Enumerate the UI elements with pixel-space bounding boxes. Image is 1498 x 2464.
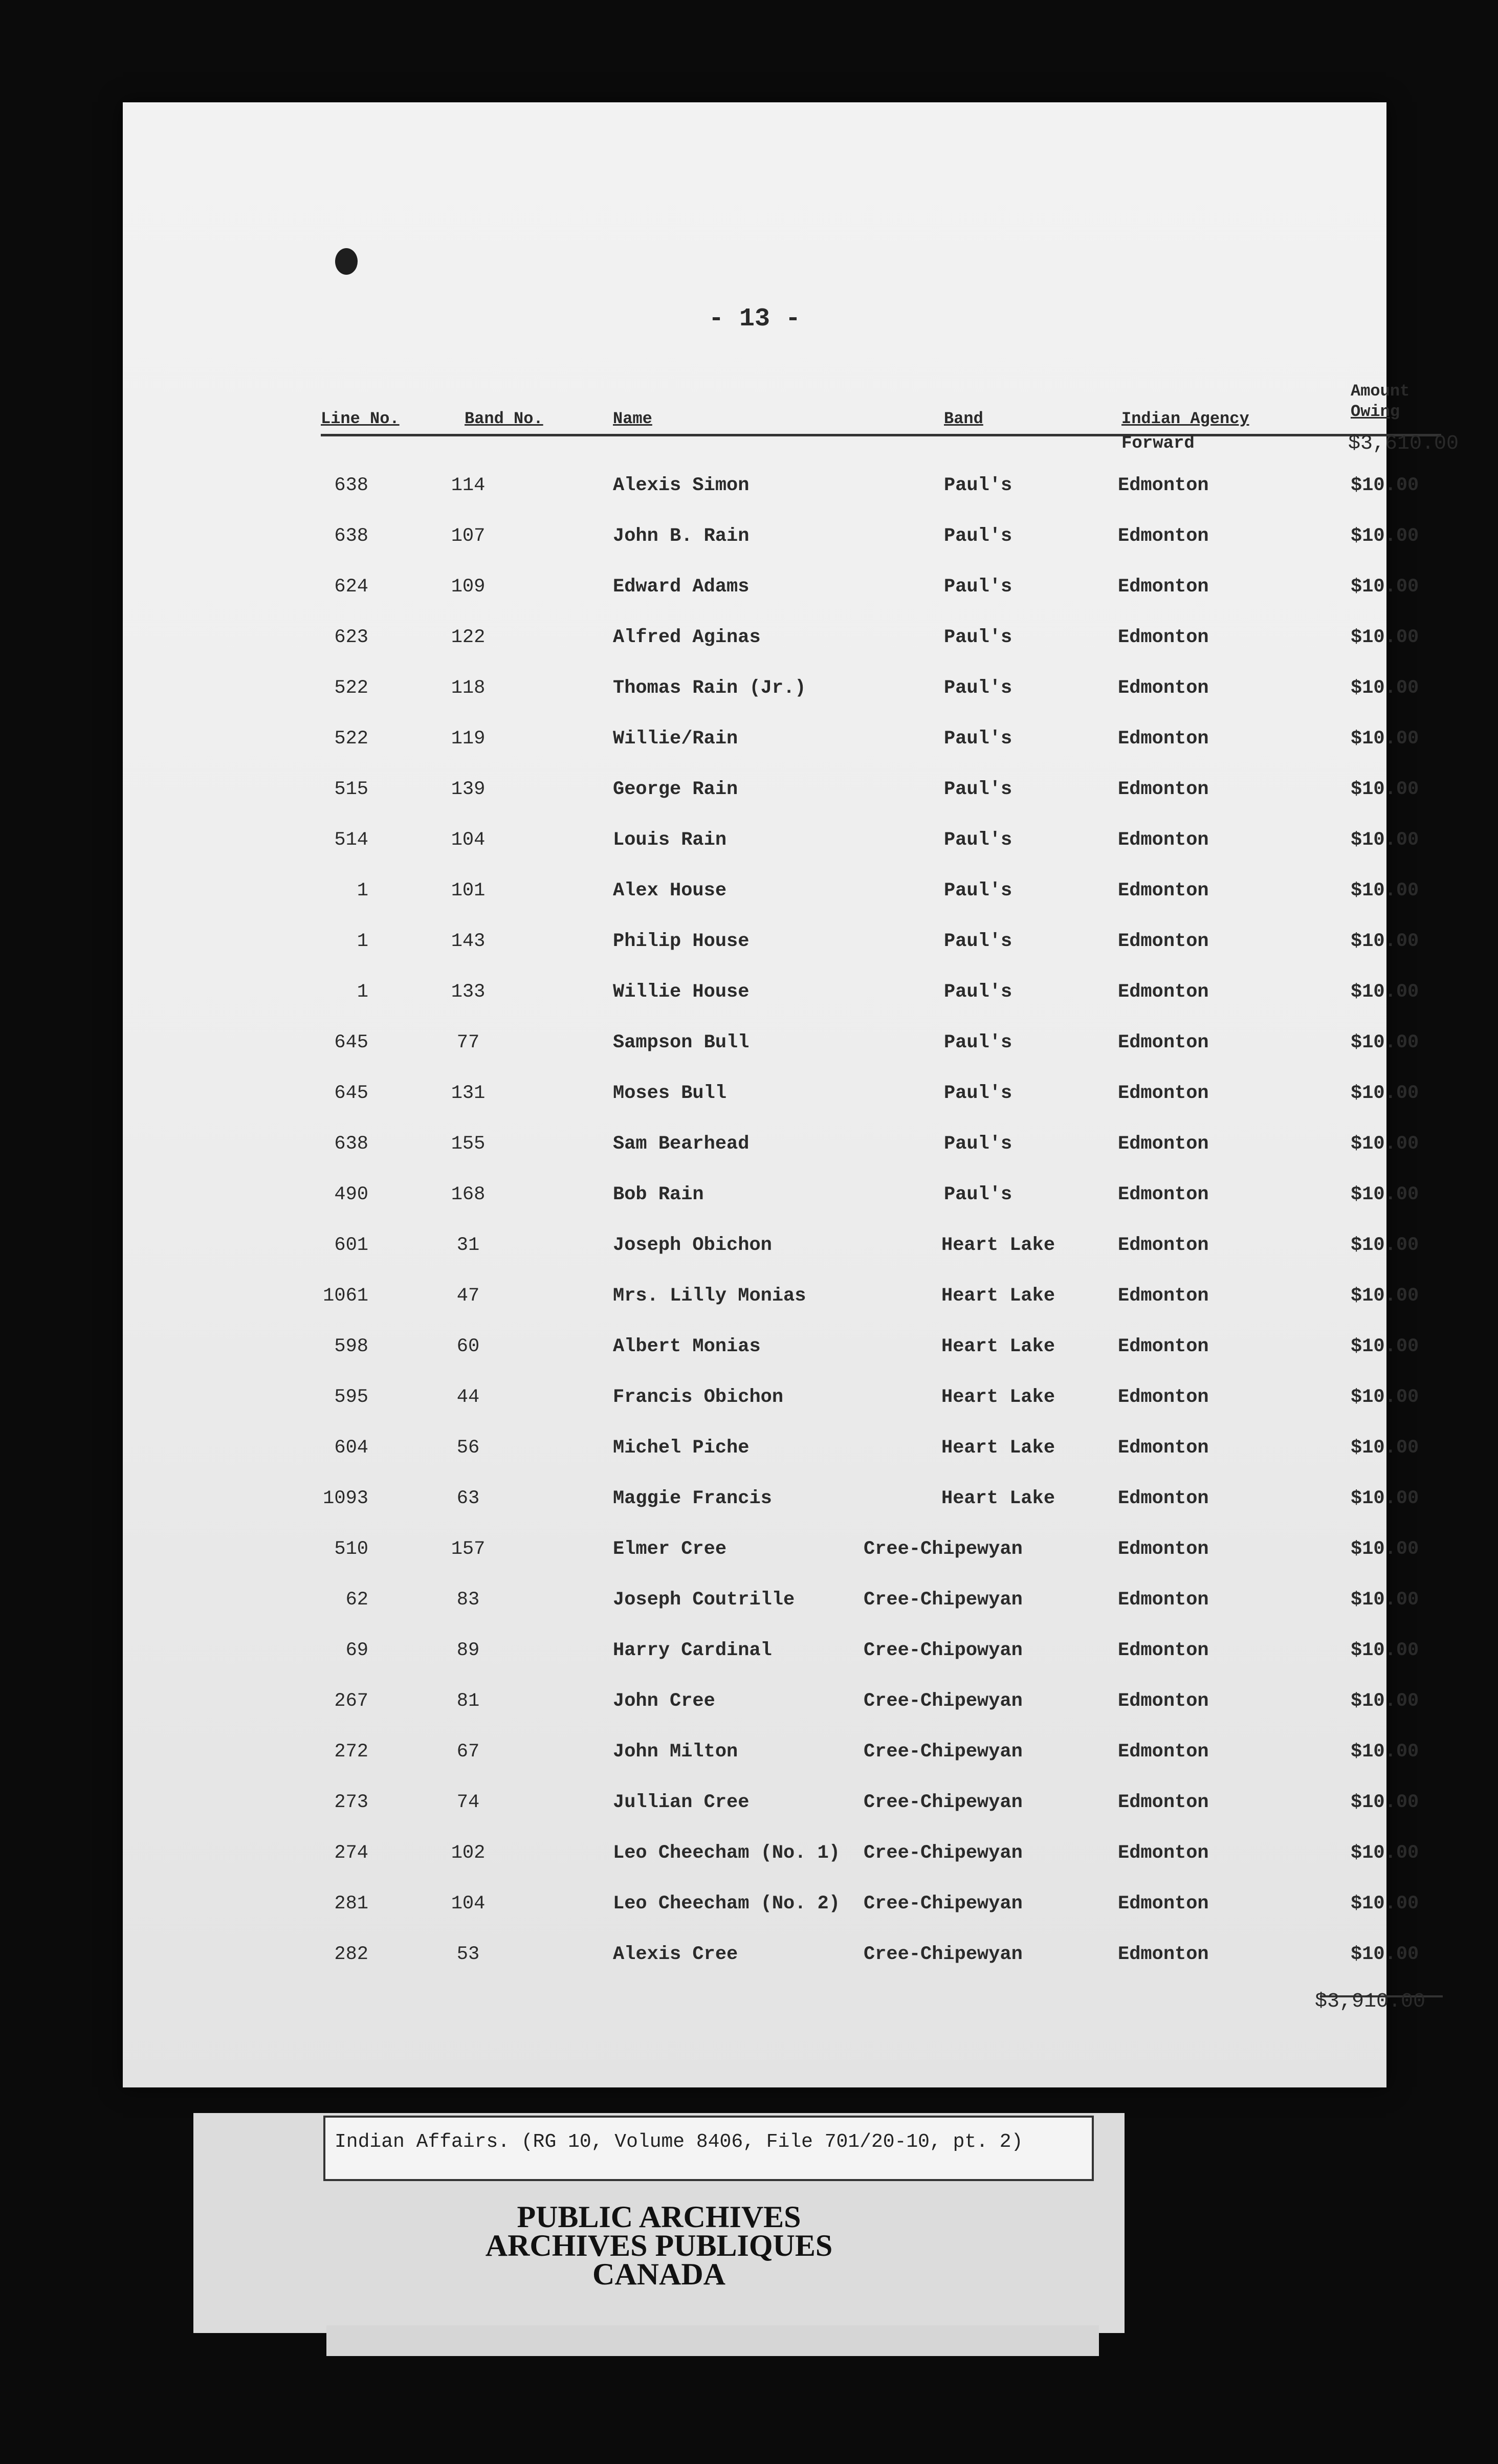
name-cell: Harry Cardinal	[613, 1640, 772, 1661]
band-no-cell: 107	[451, 525, 486, 547]
line-no-cell: 267	[334, 1690, 368, 1712]
agency-cell: Edmonton	[1118, 1792, 1209, 1813]
table-row	[123, 1083, 1419, 1113]
table-row	[123, 475, 1419, 505]
amount-cell: $10.00	[1351, 1336, 1419, 1357]
name-cell: Edward Adams	[613, 576, 750, 598]
agency-cell: Edmonton	[1118, 880, 1209, 901]
agency-cell: Edmonton	[1118, 1741, 1209, 1763]
line-no-cell: 1	[357, 880, 368, 901]
agency-cell: Edmonton	[1118, 1285, 1209, 1307]
agency-cell: Edmonton	[1118, 627, 1209, 648]
table-row	[123, 525, 1419, 556]
header-rule	[321, 434, 1441, 436]
band-no-cell: 31	[456, 1235, 480, 1256]
amount-cell: $10.00	[1351, 1792, 1419, 1813]
line-no-cell: 638	[334, 475, 368, 496]
line-no-cell: 604	[334, 1437, 368, 1459]
name-cell: Joseph Obichon	[613, 1235, 772, 1256]
band-no-cell: 67	[456, 1741, 480, 1763]
table-row	[123, 1184, 1419, 1215]
name-cell: Maggie Francis	[613, 1488, 772, 1509]
line-no-cell: 281	[334, 1893, 368, 1915]
band-no-cell: 47	[456, 1285, 480, 1307]
name-cell: Sam Bearhead	[613, 1133, 750, 1155]
line-no-cell: 601	[334, 1235, 368, 1256]
archive-reference: Indian Affairs. (RG 10, Volume 8406, File 701/20-10, pt. 2)	[323, 2116, 1094, 2181]
band-no-cell: 102	[451, 1842, 486, 1864]
agency-cell: Edmonton	[1118, 525, 1209, 547]
name-cell: Leo Cheecham (No. 1)	[613, 1842, 841, 1864]
forward-label: Forward	[1121, 434, 1195, 453]
line-no-cell: 645	[334, 1083, 368, 1104]
line-no-cell: 69	[345, 1640, 368, 1661]
line-no-cell: 1	[357, 981, 368, 1003]
band-cell: Cree-Chipewyan	[864, 1741, 1023, 1763]
table-row	[123, 1285, 1419, 1316]
amount-cell: $10.00	[1351, 525, 1419, 547]
band-cell: Paul's	[944, 728, 1012, 750]
punch-hole	[335, 248, 358, 275]
header-amount	[1351, 381, 1409, 422]
band-no-cell: 131	[451, 1083, 486, 1104]
amount-cell: $10.00	[1351, 627, 1419, 648]
line-no-cell: 624	[334, 576, 368, 598]
line-no-cell: 598	[334, 1336, 368, 1357]
band-cell: Paul's	[944, 627, 1012, 648]
band-cell: Paul's	[944, 1184, 1012, 1205]
band-no-cell: 133	[451, 981, 486, 1003]
line-no-cell: 272	[334, 1741, 368, 1763]
agency-cell: Edmonton	[1118, 1589, 1209, 1611]
line-no-cell: 522	[334, 728, 368, 750]
name-cell: Bob Rain	[613, 1184, 704, 1205]
agency-cell: Edmonton	[1118, 728, 1209, 750]
band-cell: Heart Lake	[941, 1437, 1055, 1459]
table-row	[123, 1842, 1419, 1873]
header-band-no: Band No.	[465, 409, 543, 428]
table-row	[123, 1336, 1419, 1367]
band-cell: Paul's	[944, 880, 1012, 901]
band-no-cell: 83	[456, 1589, 480, 1611]
amount-cell: $10.00	[1351, 1893, 1419, 1915]
table-row	[123, 1690, 1419, 1721]
line-no-cell: 514	[334, 829, 368, 851]
table-row	[123, 1589, 1419, 1620]
name-cell: Willie House	[613, 981, 750, 1003]
table-row	[123, 779, 1419, 809]
band-cell: Cree-Chipewyan	[864, 1944, 1023, 1965]
agency-cell: Edmonton	[1118, 981, 1209, 1003]
table-row	[123, 1741, 1419, 1772]
agency-cell: Edmonton	[1118, 1387, 1209, 1408]
table-row	[123, 1133, 1419, 1164]
name-cell: Mrs. Lilly Monias	[613, 1285, 806, 1307]
table-row	[123, 1032, 1419, 1063]
band-cell: Heart Lake	[941, 1235, 1055, 1256]
name-cell: Sampson Bull	[613, 1032, 750, 1053]
band-cell: Paul's	[944, 829, 1012, 851]
amount-cell: $10.00	[1351, 475, 1419, 496]
name-cell: George Rain	[613, 779, 738, 800]
table-row	[123, 1488, 1419, 1519]
band-no-cell: 157	[451, 1538, 486, 1560]
table-row	[123, 677, 1419, 708]
name-cell: Philip House	[613, 931, 750, 952]
header-amount-line2: Owing	[1351, 402, 1400, 421]
amount-cell: $10.00	[1351, 1842, 1419, 1864]
band-no-cell: 81	[456, 1690, 480, 1712]
name-cell: Albert Monias	[613, 1336, 761, 1357]
agency-cell: Edmonton	[1118, 1437, 1209, 1459]
band-no-cell: 89	[456, 1640, 480, 1661]
band-cell: Cree-Chipewyan	[864, 1690, 1023, 1712]
band-cell: Paul's	[944, 1133, 1012, 1155]
amount-cell: $10.00	[1351, 728, 1419, 750]
agency-cell: Edmonton	[1118, 1842, 1209, 1864]
band-cell: Cree-Chipewyan	[864, 1589, 1023, 1611]
band-no-cell: 122	[451, 627, 486, 648]
amount-cell: $10.00	[1351, 1083, 1419, 1104]
table-row	[123, 1538, 1419, 1569]
table-row	[123, 728, 1419, 759]
band-no-cell: 119	[451, 728, 486, 750]
band-no-cell: 118	[451, 677, 486, 699]
header-line-no: Line No.	[321, 409, 400, 428]
name-cell: Jullian Cree	[613, 1792, 750, 1813]
band-cell: Heart Lake	[941, 1387, 1055, 1408]
band-cell: Cree-Chipewyan	[864, 1792, 1023, 1813]
agency-cell: Edmonton	[1118, 576, 1209, 598]
name-cell: Willie/Rain	[613, 728, 738, 750]
band-cell: Paul's	[944, 931, 1012, 952]
band-cell: Paul's	[944, 981, 1012, 1003]
grand-total: $3,910.00	[1315, 1990, 1426, 2013]
agency-cell: Edmonton	[1118, 677, 1209, 699]
table-row	[123, 1235, 1419, 1265]
amount-cell: $10.00	[1351, 1589, 1419, 1611]
agency-cell: Edmonton	[1118, 1538, 1209, 1560]
line-no-cell: 595	[334, 1387, 368, 1408]
band-no-cell: 104	[451, 1893, 486, 1915]
band-cell: Cree-Chipowyan	[864, 1640, 1023, 1661]
name-cell: John Cree	[613, 1690, 715, 1712]
line-no-cell: 510	[334, 1538, 368, 1560]
line-no-cell: 522	[334, 677, 368, 699]
agency-cell: Edmonton	[1118, 1235, 1209, 1256]
name-cell: John Milton	[613, 1741, 738, 1763]
table-row	[123, 829, 1419, 860]
band-cell: Heart Lake	[941, 1488, 1055, 1509]
name-cell: Moses Bull	[613, 1083, 727, 1104]
band-no-cell: 53	[456, 1944, 480, 1965]
amount-cell: $10.00	[1351, 1235, 1419, 1256]
amount-cell: $10.00	[1351, 1640, 1419, 1661]
amount-cell: $10.00	[1351, 1184, 1419, 1205]
table-row	[123, 1387, 1419, 1417]
archive-stamp-line2: ARCHIVES PUBLIQUES	[485, 2229, 833, 2262]
line-no-cell: 1061	[323, 1285, 368, 1307]
name-cell: Joseph Coutrille	[613, 1589, 795, 1611]
name-cell: Louis Rain	[613, 829, 727, 851]
band-cell: Paul's	[944, 1083, 1012, 1104]
line-no-cell: 515	[334, 779, 368, 800]
band-cell: Paul's	[944, 677, 1012, 699]
name-cell: Alexis Simon	[613, 475, 750, 496]
name-cell: Francis Obichon	[613, 1387, 784, 1408]
line-no-cell: 274	[334, 1842, 368, 1864]
amount-cell: $10.00	[1351, 779, 1419, 800]
band-cell: Cree-Chipewyan	[864, 1893, 1023, 1915]
table-row	[123, 1944, 1419, 1974]
amount-cell: $10.00	[1351, 576, 1419, 598]
amount-cell: $10.00	[1351, 677, 1419, 699]
line-no-cell: 645	[334, 1032, 368, 1053]
name-cell: Alex House	[613, 880, 727, 901]
table-row	[123, 1640, 1419, 1670]
band-no-cell: 77	[456, 1032, 480, 1053]
line-no-cell: 273	[334, 1792, 368, 1813]
agency-cell: Edmonton	[1118, 931, 1209, 952]
agency-cell: Edmonton	[1118, 1032, 1209, 1053]
line-no-cell: 623	[334, 627, 368, 648]
line-no-cell: 62	[345, 1589, 368, 1611]
band-cell: Heart Lake	[941, 1336, 1055, 1357]
header-band: Band	[944, 409, 983, 428]
band-no-cell: 74	[456, 1792, 480, 1813]
amount-cell: $10.00	[1351, 1387, 1419, 1408]
archive-stamp-line1: PUBLIC ARCHIVES	[517, 2200, 801, 2234]
archive-stamp	[193, 2200, 1125, 2291]
line-no-cell: 490	[334, 1184, 368, 1205]
header-indian-agency: Indian Agency	[1121, 409, 1249, 428]
header-name: Name	[613, 409, 652, 428]
band-cell: Cree-Chipewyan	[864, 1538, 1023, 1560]
table-row	[123, 627, 1419, 657]
agency-cell: Edmonton	[1118, 1184, 1209, 1205]
line-no-cell: 638	[334, 1133, 368, 1155]
name-cell: Alexis Cree	[613, 1944, 738, 1965]
band-cell: Paul's	[944, 525, 1012, 547]
page-number: - 13 -	[708, 304, 801, 334]
band-cell: Heart Lake	[941, 1285, 1055, 1307]
amount-cell: $10.00	[1351, 931, 1419, 952]
amount-cell: $10.00	[1351, 1944, 1419, 1965]
table-row	[123, 931, 1419, 961]
agency-cell: Edmonton	[1118, 1944, 1209, 1965]
amount-cell: $10.00	[1351, 1285, 1419, 1307]
name-cell: Michel Piche	[613, 1437, 750, 1459]
archive-label-tab	[326, 2325, 1099, 2356]
amount-cell: $10.00	[1351, 1488, 1419, 1509]
band-no-cell: 155	[451, 1133, 486, 1155]
amount-cell: $10.00	[1351, 1437, 1419, 1459]
name-cell: John B. Rain	[613, 525, 750, 547]
agency-cell: Edmonton	[1118, 829, 1209, 851]
name-cell: Leo Cheecham (No. 2)	[613, 1893, 841, 1915]
table-row	[123, 1437, 1419, 1468]
band-no-cell: 168	[451, 1184, 486, 1205]
agency-cell: Edmonton	[1118, 1640, 1209, 1661]
line-no-cell: 1	[357, 931, 368, 952]
table-row	[123, 576, 1419, 607]
band-cell: Paul's	[944, 779, 1012, 800]
amount-cell: $10.00	[1351, 1032, 1419, 1053]
agency-cell: Edmonton	[1118, 1133, 1209, 1155]
band-no-cell: 63	[456, 1488, 480, 1509]
amount-cell: $10.00	[1351, 829, 1419, 851]
band-no-cell: 101	[451, 880, 486, 901]
name-cell: Thomas Rain (Jr.)	[613, 677, 806, 699]
line-no-cell: 638	[334, 525, 368, 547]
band-cell: Cree-Chipewyan	[864, 1842, 1023, 1864]
band-cell: Paul's	[944, 475, 1012, 496]
document-page	[123, 102, 1459, 2087]
agency-cell: Edmonton	[1118, 475, 1209, 496]
band-no-cell: 114	[451, 475, 486, 496]
table-row	[123, 981, 1419, 1012]
archive-stamp-line3: CANADA	[592, 2257, 725, 2291]
name-cell: Elmer Cree	[613, 1538, 727, 1560]
agency-cell: Edmonton	[1118, 1336, 1209, 1357]
band-cell: Paul's	[944, 576, 1012, 598]
band-no-cell: 104	[451, 829, 486, 851]
name-cell: Alfred Aginas	[613, 627, 761, 648]
amount-cell: $10.00	[1351, 1133, 1419, 1155]
line-no-cell: 1093	[323, 1488, 368, 1509]
amount-cell: $10.00	[1351, 981, 1419, 1003]
header-amount-line1: Amount	[1351, 382, 1410, 401]
band-no-cell: 56	[456, 1437, 480, 1459]
forward-amount: $3,610.00	[1348, 432, 1459, 455]
amount-cell: $10.00	[1351, 1741, 1419, 1763]
line-no-cell: 282	[334, 1944, 368, 1965]
band-no-cell: 143	[451, 931, 486, 952]
agency-cell: Edmonton	[1118, 1690, 1209, 1712]
agency-cell: Edmonton	[1118, 1488, 1209, 1509]
agency-cell: Edmonton	[1118, 1083, 1209, 1104]
agency-cell: Edmonton	[1118, 1893, 1209, 1915]
band-no-cell: 60	[456, 1336, 480, 1357]
band-cell: Paul's	[944, 1032, 1012, 1053]
table-row	[123, 1893, 1419, 1924]
amount-cell: $10.00	[1351, 880, 1419, 901]
agency-cell: Edmonton	[1118, 779, 1209, 800]
band-no-cell: 139	[451, 779, 486, 800]
band-no-cell: 44	[456, 1387, 480, 1408]
band-no-cell: 109	[451, 576, 486, 598]
amount-cell: $10.00	[1351, 1690, 1419, 1712]
table-row	[123, 1792, 1419, 1822]
table-row	[123, 880, 1419, 911]
amount-cell: $10.00	[1351, 1538, 1419, 1560]
